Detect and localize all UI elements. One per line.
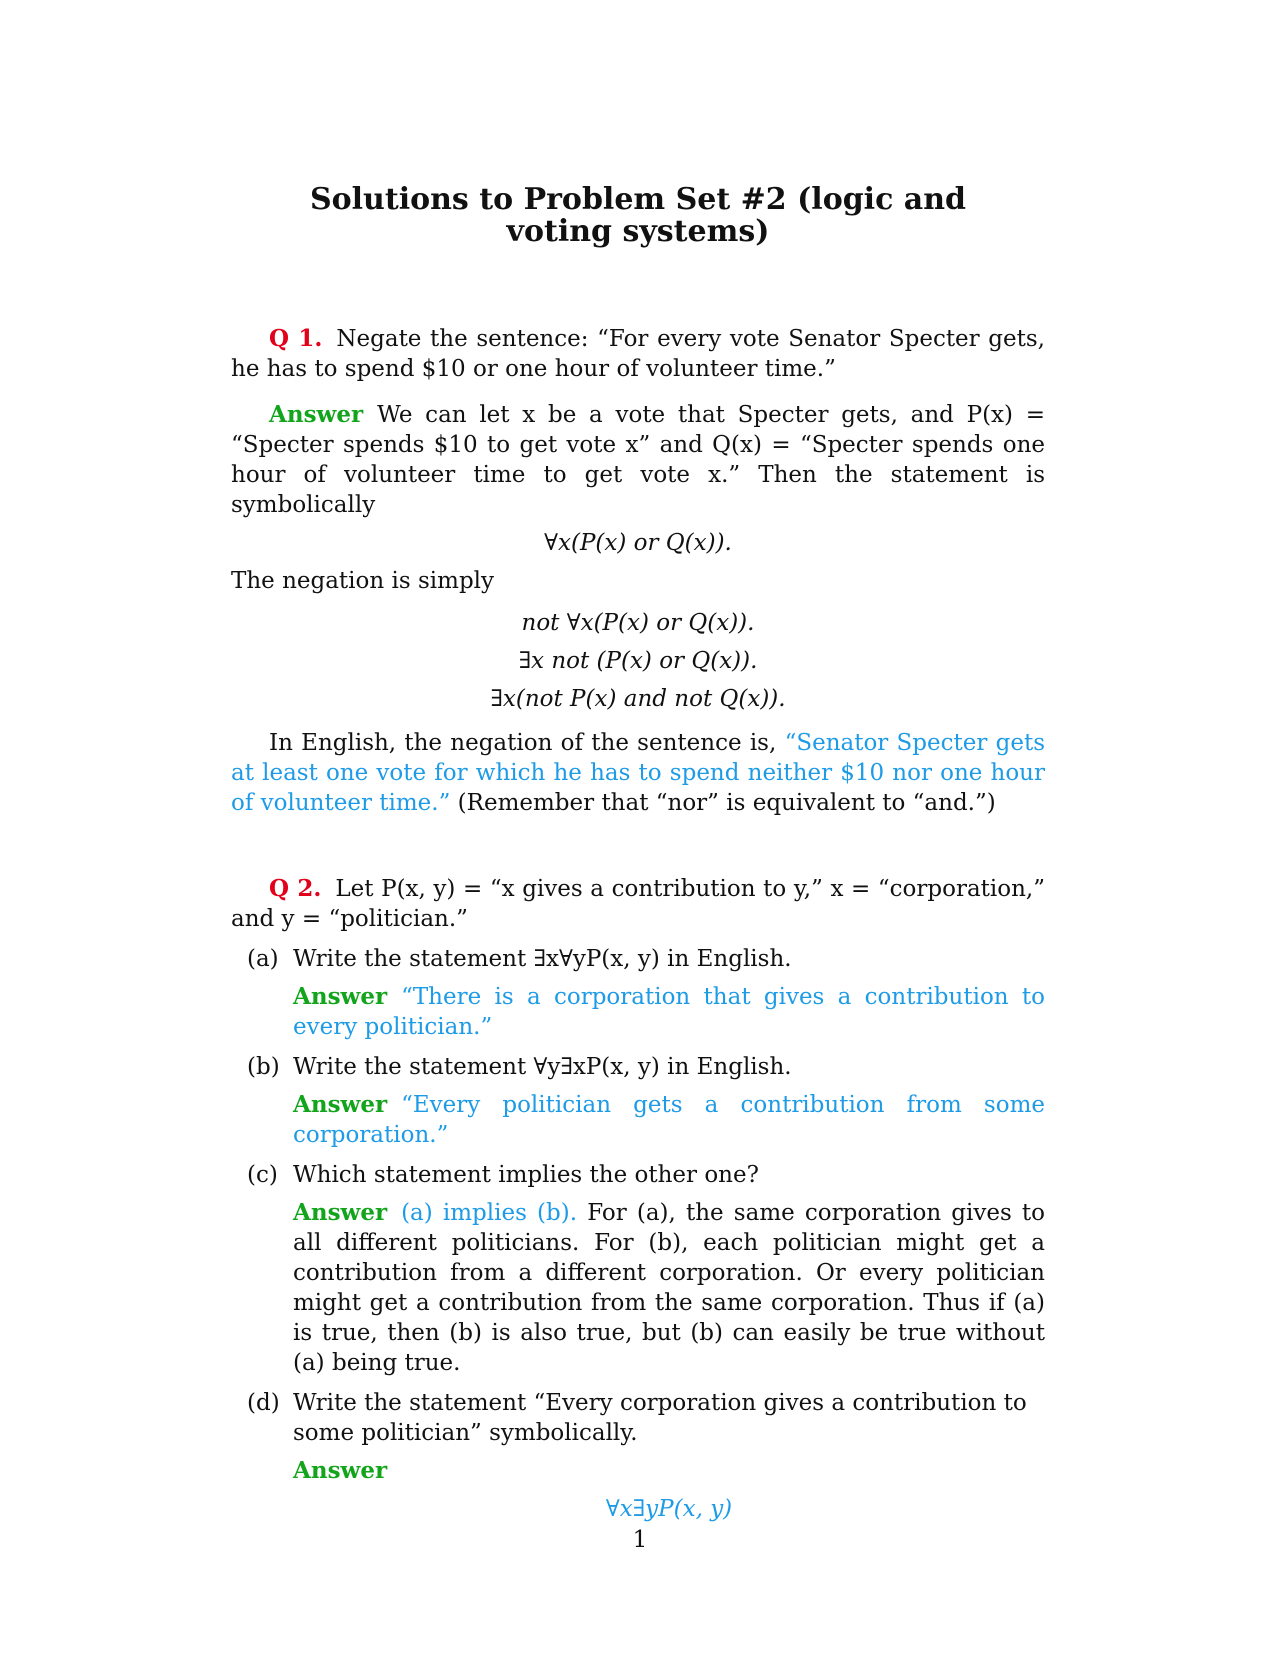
q1-answer (231, 400, 1045, 520)
q1-answer-label: Answer (269, 401, 364, 428)
q2-answer-text: “Every politician gets a contribution from some corporation.” (293, 1092, 1045, 1148)
q1-remember: (Remember that “nor” is equivalent to “and.”) (457, 790, 996, 816)
q2-prompt (231, 874, 1045, 934)
q2-part-question: Write the statement ∀y∃xP(x, y) in English. (293, 1054, 792, 1080)
q1-neg-line-3: ∃x(not P(x) and not Q(x)). (490, 686, 786, 712)
q2-part-question: Write the statement “Every corporation gives a contribution to some politician” symbolically. (293, 1390, 1027, 1446)
q2-answer-text: “There is a corporation that gives a contribution to every politician.” (293, 984, 1045, 1040)
q1-english (231, 728, 1045, 818)
q2-part-b (231, 1052, 1045, 1150)
q2-part-label: (b) (247, 1054, 280, 1080)
q2-part-label: (a) (247, 946, 279, 972)
q2-answer-label: Answer (293, 1457, 388, 1484)
q2-answer-label: Answer (293, 1091, 388, 1118)
q1-english-intro: In English, the negation of the sentence is, (269, 730, 777, 756)
q2-text: Let P(x, y) = “x gives a contribution to y,” x = “corporation,” and y = “politician.” (231, 876, 1045, 932)
q2-part-answer (293, 1456, 1045, 1486)
q2-part-label: (c) (247, 1162, 278, 1188)
q2-answer-explanation: For (a), the same corporation gives to all different politicians. For (b), each politician might get a contribution from a different corporation. Or every politician might get a contribution from the same corporation. Thus if (a) is true, then (b) is also true, but (b) can easily be true without (a) being true. (293, 1200, 1046, 1376)
q2-part-answer (293, 1198, 1045, 1378)
q2-answer-formula: ∀x∃yP(x, y) (605, 1496, 733, 1522)
question-2 (231, 874, 1045, 1532)
q1-label: Q 1. (269, 325, 323, 352)
q2-part-question: Which statement implies the other one? (293, 1162, 759, 1188)
page-title: Solutions to Problem Set #2 (logic and voting systems) (309, 182, 967, 249)
q2-part-c (231, 1160, 1045, 1378)
q1-negation-derivation (231, 604, 1045, 718)
q2-part-question: Write the statement ∃x∀yP(x, y) in English. (293, 946, 792, 972)
q2-part-label: (d) (247, 1390, 280, 1416)
q2-answer-text: (a) implies (b). (401, 1200, 578, 1226)
q2-part-answer (293, 1090, 1045, 1150)
page-content (231, 170, 1045, 1532)
q2-part-answer (293, 982, 1045, 1042)
q1-prompt (231, 324, 1045, 384)
q1-neg-line-2: ∃x not (P(x) or Q(x)). (518, 648, 758, 674)
q2-answer-label: Answer (293, 983, 388, 1010)
question-1 (231, 324, 1045, 818)
q1-text: Negate the sentence: “For every vote Senator Specter gets, he has to spend $10 or one hour of volunteer time.” (231, 326, 1045, 382)
q2-part-a (231, 944, 1045, 1042)
page-number: 1 (632, 1527, 648, 1553)
q1-display-formula: ∀x(P(x) or Q(x)). (544, 530, 732, 556)
q1-answer-text: We can let x be a vote that Specter gets, and P(x) = “Specter spends $10 to get vote x” and Q(x) = “Specter spends one hour of volunteer time to get vote x.” Then the statement is symbolically (231, 402, 1045, 518)
q2-part-d (231, 1388, 1045, 1532)
q1-negation-intro: The negation is simply (231, 568, 495, 594)
q2-label: Q 2. (269, 875, 322, 902)
q1-english-answer: “Senator Specter gets at least one vote for which he has to spend neither $10 nor one hour of volunteer time.” (231, 730, 1046, 816)
q2-answer-label: Answer (293, 1199, 388, 1226)
q1-neg-line-1: not ∀x(P(x) or Q(x)). (521, 610, 755, 636)
